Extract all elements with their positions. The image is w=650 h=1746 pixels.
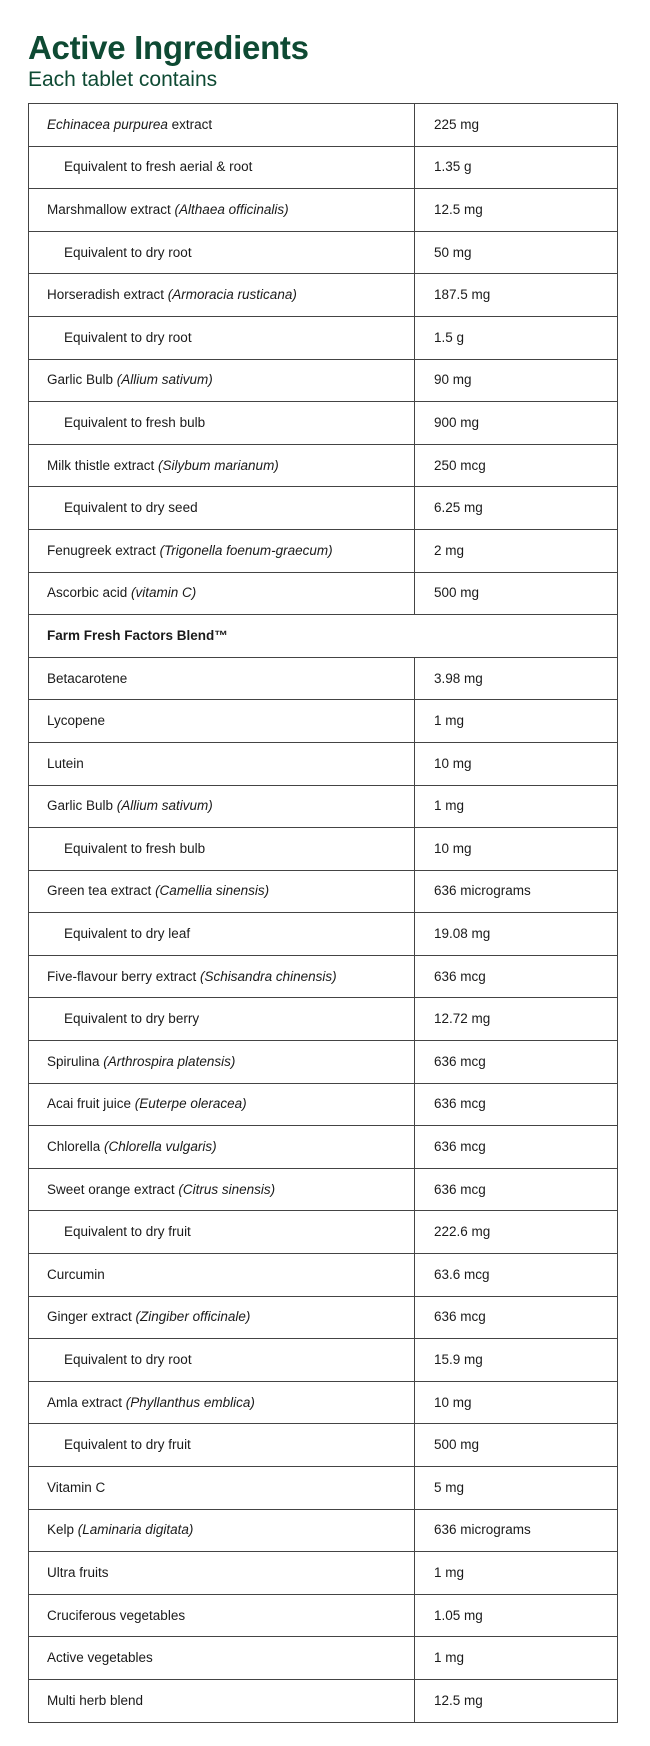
ingredient-row	[29, 1254, 618, 1297]
ingredient-row	[29, 1594, 618, 1637]
ingredient-name	[29, 742, 415, 785]
equivalent-row	[29, 402, 618, 445]
common-name: Acai fruit juice	[47, 1096, 135, 1112]
ingredient-amount: 3.98 mg	[415, 657, 618, 700]
ingredient-row	[29, 742, 618, 785]
equivalent-label	[29, 1339, 415, 1382]
common-name: Kelp	[47, 1522, 78, 1538]
ingredient-amount: 1.5 g	[415, 316, 618, 359]
common-name: Sweet orange extract	[47, 1181, 179, 1197]
common-name: Equivalent to fresh bulb	[64, 840, 206, 856]
ingredient-row	[29, 870, 618, 913]
ingredient-amount: 636 micrograms	[415, 1509, 618, 1552]
ingredient-row	[29, 1679, 618, 1722]
ingredient-name	[29, 444, 415, 487]
equivalent-row	[29, 487, 618, 530]
botanical-name: (Phyllanthus emblica)	[125, 1394, 255, 1410]
botanical-name: (Camellia sinensis)	[155, 883, 270, 899]
ingredient-name	[29, 1296, 415, 1339]
common-name: Ultra fruits	[47, 1564, 109, 1580]
ingredient-amount: 12.72 mg	[415, 998, 618, 1041]
common-name: Equivalent to fresh bulb	[64, 414, 206, 430]
ingredient-row	[29, 1041, 618, 1084]
ingredient-row	[29, 1381, 618, 1424]
botanical-name: (Silybum marianum)	[158, 457, 279, 473]
ingredient-name	[29, 104, 415, 147]
equivalent-label	[29, 1211, 415, 1254]
ingredient-name	[29, 1381, 415, 1424]
equivalent-label	[29, 998, 415, 1041]
ingredient-name	[29, 1552, 415, 1595]
equivalent-row	[29, 828, 618, 871]
common-name: Marshmallow extract	[47, 201, 175, 217]
ingredient-row	[29, 274, 618, 317]
equivalent-label	[29, 1424, 415, 1467]
ingredient-name	[29, 1041, 415, 1084]
ingredient-name	[29, 1637, 415, 1680]
ingredient-amount: 500 mg	[415, 1424, 618, 1467]
common-name: Fenugreek extract	[47, 542, 160, 558]
ingredient-name	[29, 1083, 415, 1126]
ingredient-amount: 636 mcg	[415, 1126, 618, 1169]
equivalent-label	[29, 402, 415, 445]
ingredient-amount: 10 mg	[415, 742, 618, 785]
botanical-name: (Zingiber officinale)	[135, 1309, 251, 1325]
ingredient-name	[29, 572, 415, 615]
page-header	[28, 28, 309, 92]
ingredient-name	[29, 1679, 415, 1722]
common-name: Equivalent to dry fruit	[64, 1437, 191, 1453]
ingredient-row	[29, 1168, 618, 1211]
common-name: Equivalent to dry root	[64, 244, 192, 260]
common-name: Amla extract	[47, 1394, 126, 1410]
ingredient-row	[29, 1637, 618, 1680]
botanical-name: (Trigonella foenum-graecum)	[159, 542, 333, 558]
ingredient-amount: 1.35 g	[415, 146, 618, 189]
ingredient-row	[29, 572, 618, 615]
ingredient-row	[29, 955, 618, 998]
ingredient-amount: 6.25 mg	[415, 487, 618, 530]
equivalent-label	[29, 231, 415, 274]
ingredient-name	[29, 1509, 415, 1552]
equivalent-row	[29, 146, 618, 189]
ingredient-amount: 12.5 mg	[415, 189, 618, 232]
common-name: Garlic Bulb	[47, 372, 117, 388]
ingredient-amount: 1 mg	[415, 1552, 618, 1595]
ingredient-row	[29, 1296, 618, 1339]
ingredient-name	[29, 274, 415, 317]
equivalent-label	[29, 828, 415, 871]
section-heading: Farm Fresh Factors Blend™	[29, 615, 618, 658]
ingredient-name	[29, 1594, 415, 1637]
ingredient-row	[29, 700, 618, 743]
botanical-name: (Armoracia rusticana)	[167, 287, 297, 303]
ingredient-row	[29, 529, 618, 572]
common-name: Garlic Bulb	[47, 798, 117, 814]
ingredient-row	[29, 1126, 618, 1169]
common-name: Horseradish extract	[47, 287, 168, 303]
equivalent-label	[29, 913, 415, 956]
ingredient-name	[29, 359, 415, 402]
botanical-name: (Citrus sinensis)	[178, 1181, 276, 1197]
common-name: Cruciferous vegetables	[47, 1607, 186, 1623]
ingredient-row	[29, 1509, 618, 1552]
ingredient-amount: 10 mg	[415, 1381, 618, 1424]
ingredient-name	[29, 529, 415, 572]
common-name: Ascorbic acid	[47, 585, 132, 601]
ingredient-amount: 90 mg	[415, 359, 618, 402]
equivalent-label	[29, 487, 415, 530]
botanical-name: (Laminaria digitata)	[77, 1522, 194, 1538]
common-name: Spirulina	[47, 1053, 104, 1069]
ingredient-amount: 636 mcg	[415, 955, 618, 998]
ingredient-name	[29, 1467, 415, 1510]
common-name: Green tea extract	[47, 883, 156, 899]
ingredients-table-body	[29, 104, 618, 1723]
ingredient-name	[29, 1254, 415, 1297]
equivalent-row	[29, 998, 618, 1041]
ingredient-amount: 19.08 mg	[415, 913, 618, 956]
ingredient-name	[29, 189, 415, 232]
ingredient-amount: 636 micrograms	[415, 870, 618, 913]
ingredient-amount: 10 mg	[415, 828, 618, 871]
ingredient-name	[29, 955, 415, 998]
botanical-name: (vitamin C)	[131, 585, 197, 601]
ingredient-amount: 636 mcg	[415, 1041, 618, 1084]
common-name: Equivalent to dry leaf	[64, 926, 191, 942]
ingredient-row	[29, 444, 618, 487]
ingredient-name	[29, 1126, 415, 1169]
equivalent-label	[29, 316, 415, 359]
ingredient-name	[29, 1168, 415, 1211]
ingredient-amount: 12.5 mg	[415, 1679, 618, 1722]
common-name: Equivalent to dry root	[64, 1352, 192, 1368]
botanical-name: Echinacea purpurea	[47, 116, 168, 132]
common-name: Curcumin	[47, 1266, 105, 1282]
ingredient-name	[29, 785, 415, 828]
ingredient-amount: 15.9 mg	[415, 1339, 618, 1382]
equivalent-row	[29, 231, 618, 274]
botanical-name: (Allium sativum)	[116, 798, 213, 814]
ingredient-amount: 500 mg	[415, 572, 618, 615]
botanical-name: (Euterpe oleracea)	[134, 1096, 247, 1112]
ingredient-amount: 1.05 mg	[415, 1594, 618, 1637]
botanical-name: (Arthrospira platensis)	[103, 1053, 236, 1069]
ingredient-amount: 5 mg	[415, 1467, 618, 1510]
common-name: Betacarotene	[47, 670, 128, 686]
ingredient-amount: 225 mg	[415, 104, 618, 147]
common-name: Lutein	[47, 755, 84, 771]
ingredient-row	[29, 189, 618, 232]
equivalent-row	[29, 913, 618, 956]
ingredient-amount: 222.6 mg	[415, 1211, 618, 1254]
common-name: Equivalent to fresh aerial & root	[64, 159, 253, 175]
ingredient-row	[29, 657, 618, 700]
ingredient-amount: 1 mg	[415, 785, 618, 828]
equivalent-row	[29, 1339, 618, 1382]
ingredient-name	[29, 700, 415, 743]
ingredient-row	[29, 1467, 618, 1510]
common-name: Milk thistle extract	[47, 457, 159, 473]
ingredient-row	[29, 1552, 618, 1595]
equivalent-row	[29, 1211, 618, 1254]
botanical-name: (Schisandra chinensis)	[200, 968, 337, 984]
common-name: Equivalent to dry root	[64, 329, 192, 345]
ingredient-amount: 63.6 mcg	[415, 1254, 618, 1297]
ingredient-amount: 636 mcg	[415, 1296, 618, 1339]
page-title: Active Ingredients	[28, 29, 309, 66]
ingredients-table	[28, 103, 618, 1723]
ingredient-amount: 1 mg	[415, 700, 618, 743]
ingredient-row	[29, 785, 618, 828]
ingredient-name	[29, 657, 415, 700]
common-name: Equivalent to dry seed	[64, 500, 198, 516]
common-name: Ginger extract	[47, 1309, 136, 1325]
common-name: Vitamin C	[47, 1479, 106, 1495]
ingredient-amount: 636 mcg	[415, 1083, 618, 1126]
ingredient-amount: 900 mg	[415, 402, 618, 445]
botanical-name: (Chlorella vulgaris)	[104, 1139, 217, 1155]
ingredient-amount: 50 mg	[415, 231, 618, 274]
common-name: Lycopene	[47, 713, 106, 729]
common-name: Multi herb blend	[47, 1692, 144, 1708]
ingredient-amount: 2 mg	[415, 529, 618, 572]
common-name: Active vegetables	[47, 1650, 153, 1666]
ingredient-row	[29, 1083, 618, 1126]
page-subtitle: Each tablet contains	[28, 68, 218, 91]
equivalent-label	[29, 146, 415, 189]
botanical-name: (Althaea officinalis)	[174, 201, 289, 217]
name-suffix: extract	[167, 116, 213, 132]
ingredient-row	[29, 359, 618, 402]
botanical-name: (Allium sativum)	[116, 372, 213, 388]
common-name: Equivalent to dry fruit	[64, 1224, 191, 1240]
ingredient-row	[29, 104, 618, 147]
ingredient-name	[29, 870, 415, 913]
section-row	[29, 615, 618, 658]
ingredient-amount: 187.5 mg	[415, 274, 618, 317]
ingredient-amount: 1 mg	[415, 1637, 618, 1680]
ingredient-amount: 250 mcg	[415, 444, 618, 487]
equivalent-row	[29, 1424, 618, 1467]
common-name: Chlorella	[47, 1139, 105, 1155]
common-name: Five-flavour berry extract	[47, 968, 201, 984]
equivalent-row	[29, 316, 618, 359]
ingredient-amount: 636 mcg	[415, 1168, 618, 1211]
ingredients-table-container	[28, 103, 617, 1723]
common-name: Equivalent to dry berry	[64, 1011, 200, 1027]
